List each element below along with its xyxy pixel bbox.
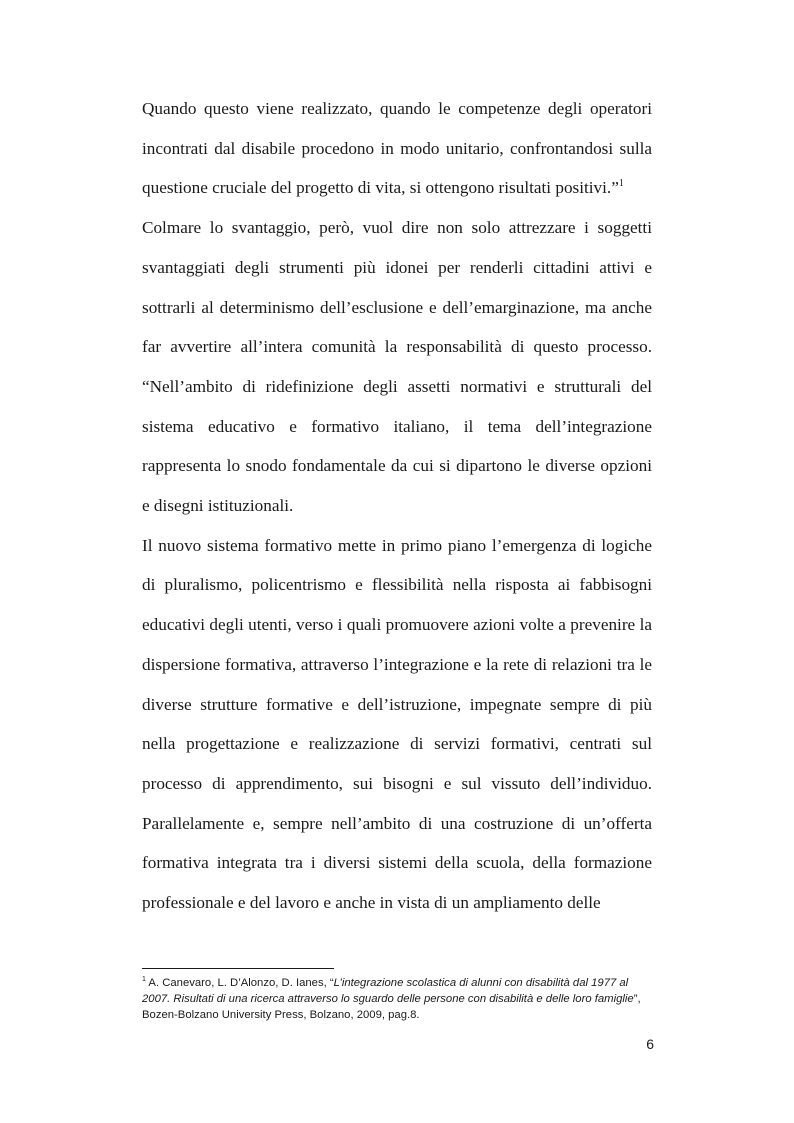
footnote-authors: A. Canevaro, L. D’Alonzo, D. Ianes, “ — [148, 977, 334, 989]
page-number: 6 — [646, 1036, 654, 1052]
footnote-number: 1 — [142, 976, 146, 983]
paragraph-2 — [142, 208, 652, 526]
paragraph-3 — [142, 526, 652, 923]
paragraph-2-text: Colmare lo svantaggio, però, vuol dire non solo attrezzare i soggetti svantaggiati degli strumenti più idonei per renderli cittadini attivi e sottrarli al determinismo dell’esclusione e dell’emarginazione, ma anche far avvertire all’intera comunità la responsabilità di questo processo. “Nell’ambito di ridefinizione degli assetti normativi e strutturali del sistema educativo e formativo italiano, il tema dell’integrazione rappresenta lo snodo fondamentale da cui si dipartono le diverse opzioni e disegni istituzionali. — [142, 218, 652, 516]
footnote-title: L’integrazione scolastica di alunni con disabilità dal 1977 al 2007. Risultati di una ricerca attraverso lo sguardo delle persone con disabilità e delle loro famiglie — [142, 977, 634, 1006]
footnote-reference[interactable]: 1 — [618, 178, 624, 190]
paragraph-3-text: Il nuovo sistema formativo mette in primo piano l’emergenza di logiche di pluralismo, policentrismo e flessibilità nella risposta ai fabbisogni educativi degli utenti, verso i quali promuovere azioni volte a prevenire la dispersione formativa, attraverso l’integrazione e la rete di relazioni tra le diverse strutture formative e dell’istruzione, impegnate sempre di più nella progettazione e realizzazione di servizi formativi, centrati sul processo di apprendimento, sui bisogni e sul vissuto dell’individuo. Parallelamente e, sempre nell’ambito di una costruzione di un’offerta formativa integrata tra i diversi sistemi della scuola, della formazione professionale e del lavoro e anche in vista di un ampliamento delle — [142, 535, 652, 913]
paragraph-1 — [142, 89, 652, 208]
body-text — [142, 89, 652, 923]
footnote — [142, 975, 654, 1024]
footnote-publisher: ”, Bozen-Bolzano University Press, Bolzano, 2009, pag.8. — [142, 993, 641, 1022]
footnote-separator — [142, 968, 334, 969]
paragraph-1-text: Quando questo viene realizzato, quando le competenze degli operatori incontrati dal disabile procedono in modo unitario, confrontandosi sulla questione cruciale del progetto di vita, si ottengono risultati positivi.” — [142, 99, 652, 198]
